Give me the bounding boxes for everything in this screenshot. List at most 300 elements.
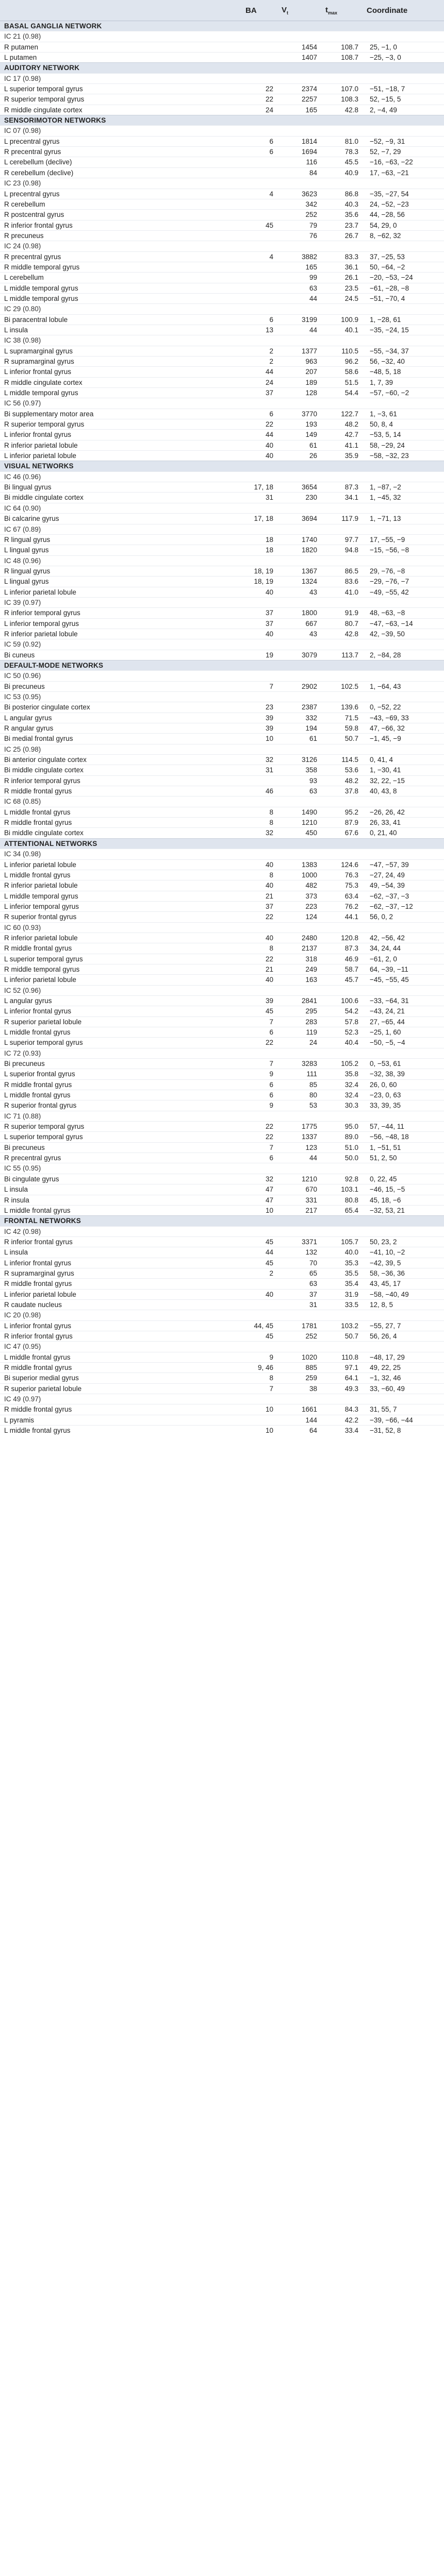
table-row [0, 828, 444, 838]
region-cell: Bi middle cingulate cortex [0, 765, 241, 775]
coordinate-cell: 24, −52, −23 [363, 199, 444, 209]
table-row [0, 1415, 444, 1425]
table-row [0, 357, 444, 367]
coordinate-cell: −35, −27, 54 [363, 189, 444, 199]
section-header-row [0, 461, 444, 471]
coordinate-cell: 33, −60, 49 [363, 1383, 444, 1394]
vt-cell: 1377 [277, 346, 321, 356]
coordinate-cell: 50, −64, −2 [363, 262, 444, 272]
tmax-cell: 78.3 [321, 147, 363, 157]
table-row [0, 954, 444, 964]
component-row [0, 126, 444, 136]
region-cell: L superior frontal gyrus [0, 1069, 241, 1079]
region-cell: Bi supplementary motor area [0, 409, 241, 419]
ba-cell: 32 [241, 755, 277, 765]
tmax-cell: 76.3 [321, 870, 363, 880]
component-id: IC 48 (0.96) [0, 555, 444, 566]
tmax-cell: 40.1 [321, 325, 363, 335]
tmax-cell: 23.5 [321, 283, 363, 293]
table-row [0, 964, 444, 974]
ba-cell: 47 [241, 1195, 277, 1205]
component-row [0, 1226, 444, 1236]
component-row [0, 985, 444, 995]
tmax-cell: 71.5 [321, 713, 363, 723]
vt-cell: 1383 [277, 859, 321, 870]
tmax-cell: 42.2 [321, 1415, 363, 1425]
region-cell: R middle cingulate cortex [0, 105, 241, 115]
table-row [0, 1038, 444, 1048]
ba-cell: 39 [241, 995, 277, 1006]
coordinate-cell: 52, −15, 5 [363, 94, 444, 105]
coordinate-cell: 50, 23, 2 [363, 1236, 444, 1247]
vt-cell: 1775 [277, 1122, 321, 1132]
component-row [0, 692, 444, 702]
vt-cell: 76 [277, 230, 321, 241]
vt-cell: 963 [277, 357, 321, 367]
region-cell: L middle temporal gyrus [0, 293, 241, 303]
vt-cell: 84 [277, 167, 321, 178]
table-row [0, 943, 444, 954]
coordinate-cell: −62, −37, −12 [363, 901, 444, 911]
coordinate-cell: 51, 2, 50 [363, 1153, 444, 1163]
ba-cell: 17, 18 [241, 482, 277, 493]
ba-cell: 10 [241, 734, 277, 744]
coordinate-cell: −51, −70, 4 [363, 293, 444, 303]
table-row [0, 629, 444, 639]
tmax-cell: 65.4 [321, 1205, 363, 1215]
vt-cell: 207 [277, 367, 321, 377]
ba-cell: 10 [241, 1205, 277, 1215]
vt-cell: 61 [277, 440, 321, 450]
vt-cell: 3283 [277, 1059, 321, 1069]
component-id: IC 53 (0.95) [0, 692, 444, 702]
vt-cell: 482 [277, 880, 321, 891]
vt-cell: 223 [277, 901, 321, 911]
tmax-cell: 105.7 [321, 1236, 363, 1247]
region-cell: L superior temporal gyrus [0, 1132, 241, 1142]
ba-cell [241, 273, 277, 283]
region-cell: Bi middle cingulate cortex [0, 493, 241, 503]
table-row [0, 388, 444, 398]
coordinate-cell: −49, −55, 42 [363, 587, 444, 597]
tmax-cell: 86.8 [321, 189, 363, 199]
tmax-cell: 36.1 [321, 262, 363, 272]
tmax-cell: 41.1 [321, 440, 363, 450]
tmax-cell: 46.9 [321, 954, 363, 964]
region-cell: R putamen [0, 42, 241, 52]
table-row [0, 1331, 444, 1341]
ba-cell: 9 [241, 1069, 277, 1079]
region-cell: L inferior frontal gyrus [0, 1006, 241, 1016]
ba-cell: 18 [241, 534, 277, 545]
coordinate-cell: 1, 7, 39 [363, 377, 444, 387]
table-row [0, 1373, 444, 1383]
ba-cell: 8 [241, 943, 277, 954]
component-id: IC 38 (0.98) [0, 335, 444, 346]
vt-cell: 331 [277, 1195, 321, 1205]
region-cell: R lingual gyrus [0, 566, 241, 576]
tmax-cell: 103.2 [321, 1320, 363, 1331]
coordinate-cell: 0, −53, 61 [363, 1059, 444, 1069]
coordinate-cell: 2, −84, 28 [363, 650, 444, 660]
ba-cell: 21 [241, 891, 277, 901]
coordinate-cell: 1, −87, −2 [363, 482, 444, 493]
section-header-row [0, 838, 444, 849]
coordinate-cell: 0, 22, 45 [363, 1174, 444, 1184]
coordinate-cell: −33, −64, 31 [363, 995, 444, 1006]
coordinate-cell: 26, 0, 60 [363, 1079, 444, 1090]
vt-cell: 1661 [277, 1404, 321, 1415]
vt-cell: 124 [277, 912, 321, 922]
table-row [0, 440, 444, 450]
vt-cell: 249 [277, 964, 321, 974]
vt-cell: 1800 [277, 608, 321, 618]
table-row [0, 230, 444, 241]
ba-cell: 46 [241, 786, 277, 796]
table-row [0, 786, 444, 796]
component-row [0, 1048, 444, 1058]
vt-cell: 450 [277, 828, 321, 838]
component-row [0, 471, 444, 482]
table-row [0, 713, 444, 723]
coordinate-cell: 17, −55, −9 [363, 534, 444, 545]
vt-cell: 165 [277, 105, 321, 115]
region-cell: L inferior temporal gyrus [0, 618, 241, 629]
vt-cell: 1781 [277, 1320, 321, 1331]
tmax-cell: 57.8 [321, 1016, 363, 1027]
vt-cell: 252 [277, 1331, 321, 1341]
component-id: IC 52 (0.96) [0, 985, 444, 995]
component-id: IC 49 (0.97) [0, 1394, 444, 1404]
coordinate-cell: −47, −63, −14 [363, 618, 444, 629]
vt-cell: 3199 [277, 314, 321, 325]
tmax-cell: 100.9 [321, 314, 363, 325]
ba-cell [241, 1299, 277, 1310]
ba-cell: 7 [241, 1059, 277, 1069]
tmax-cell: 42.7 [321, 430, 363, 440]
coordinate-cell: −1, 32, 46 [363, 1373, 444, 1383]
vt-cell: 318 [277, 954, 321, 964]
region-cell: R middle frontal gyrus [0, 1404, 241, 1415]
tmax-cell: 92.8 [321, 1174, 363, 1184]
ba-cell: 2 [241, 1268, 277, 1278]
table-row [0, 1090, 444, 1100]
table-row [0, 262, 444, 272]
coordinate-cell: 54, 29, 0 [363, 220, 444, 230]
tmax-cell: 58.6 [321, 367, 363, 377]
tmax-cell: 37.8 [321, 786, 363, 796]
vt-cell: 670 [277, 1184, 321, 1195]
vt-cell: 111 [277, 1069, 321, 1079]
component-row [0, 241, 444, 251]
coordinate-cell: 42, −39, 50 [363, 629, 444, 639]
region-cell: L middle frontal gyrus [0, 1027, 241, 1038]
vt-cell: 163 [277, 975, 321, 985]
coordinate-cell: 57, −44, 11 [363, 1122, 444, 1132]
table-row [0, 1027, 444, 1038]
component-id: IC 47 (0.95) [0, 1342, 444, 1352]
vt-cell: 44 [277, 325, 321, 335]
vt-cell: 2257 [277, 94, 321, 105]
vt-cell: 61 [277, 734, 321, 744]
table-row [0, 765, 444, 775]
header-tmax: $t_{max}$ [321, 0, 363, 21]
region-cell: L inferior frontal gyrus [0, 1258, 241, 1268]
table-row [0, 1320, 444, 1331]
ba-cell: 18, 19 [241, 566, 277, 576]
region-cell: L insula [0, 325, 241, 335]
ba-cell: 45 [241, 1331, 277, 1341]
table-row [0, 1258, 444, 1268]
region-cell: R precentral gyrus [0, 1153, 241, 1163]
coordinate-cell: 17, −63, −21 [363, 167, 444, 178]
tmax-cell: 26.7 [321, 230, 363, 241]
ba-cell: 7 [241, 1016, 277, 1027]
vt-cell: 1694 [277, 147, 321, 157]
vt-cell: 165 [277, 262, 321, 272]
table-row [0, 859, 444, 870]
table-row [0, 377, 444, 387]
table-row [0, 105, 444, 115]
coordinate-cell: 49, 22, 25 [363, 1363, 444, 1373]
ba-cell: 22 [241, 1038, 277, 1048]
ba-cell: 7 [241, 681, 277, 691]
ba-cell: 40 [241, 880, 277, 891]
region-cell: L precentral gyrus [0, 136, 241, 146]
component-id: IC 23 (0.98) [0, 178, 444, 189]
coordinate-cell: −51, −18, 7 [363, 84, 444, 94]
ba-cell: 40 [241, 933, 277, 943]
table-row [0, 220, 444, 230]
ba-cell: 6 [241, 1027, 277, 1038]
region-cell: Bi lingual gyrus [0, 482, 241, 493]
region-cell: Bi cingulate gyrus [0, 1174, 241, 1184]
region-cell: R precuneus [0, 230, 241, 241]
region-cell: R supramarginal gyrus [0, 357, 241, 367]
coordinate-cell: −31, 52, 8 [363, 1426, 444, 1436]
component-id: IC 21 (0.98) [0, 31, 444, 42]
table-row [0, 199, 444, 209]
ba-cell: 6 [241, 1079, 277, 1090]
table-row [0, 1184, 444, 1195]
region-cell: L inferior parietal lobule [0, 587, 241, 597]
ba-cell: 22 [241, 954, 277, 964]
vt-cell: 149 [277, 430, 321, 440]
ba-cell: 6 [241, 147, 277, 157]
ba-cell: 39 [241, 713, 277, 723]
tmax-cell: 139.6 [321, 702, 363, 713]
component-row [0, 555, 444, 566]
table-row [0, 419, 444, 430]
vt-cell: 144 [277, 1415, 321, 1425]
table-row [0, 53, 444, 63]
ba-cell [241, 230, 277, 241]
table-row [0, 933, 444, 943]
table-row [0, 1132, 444, 1142]
ba-cell: 13 [241, 325, 277, 335]
coordinate-cell: −20, −53, −24 [363, 273, 444, 283]
tmax-cell: 110.5 [321, 346, 363, 356]
tmax-cell: 44.1 [321, 912, 363, 922]
vt-cell: 44 [277, 1153, 321, 1163]
table-row [0, 723, 444, 734]
table-row [0, 1289, 444, 1299]
region-cell: R precentral gyrus [0, 251, 241, 262]
coordinate-cell: −27, 24, 49 [363, 870, 444, 880]
vt-cell: 295 [277, 1006, 321, 1016]
vt-cell: 332 [277, 713, 321, 723]
component-id: IC 24 (0.98) [0, 241, 444, 251]
region-cell: Bi precuneus [0, 1142, 241, 1153]
ba-cell: 37 [241, 608, 277, 618]
region-cell: L insula [0, 1247, 241, 1258]
ba-cell: 40 [241, 629, 277, 639]
region-cell: R middle frontal gyrus [0, 1363, 241, 1373]
vt-cell: 1210 [277, 1174, 321, 1184]
vt-cell: 217 [277, 1205, 321, 1215]
vt-cell: 53 [277, 1100, 321, 1111]
header-ba: BA [241, 0, 277, 21]
table-row [0, 1247, 444, 1258]
vt-cell: 80 [277, 1090, 321, 1100]
component-row [0, 524, 444, 534]
table-row [0, 807, 444, 817]
table-row [0, 1006, 444, 1016]
component-id: IC 50 (0.96) [0, 671, 444, 681]
table-row [0, 1236, 444, 1247]
ba-cell: 19 [241, 650, 277, 660]
ba-cell [241, 210, 277, 220]
vt-cell: 63 [277, 283, 321, 293]
table-row [0, 1016, 444, 1027]
coordinate-cell: 58, −29, 24 [363, 440, 444, 450]
tmax-cell: 108.3 [321, 94, 363, 105]
coordinate-cell: −50, −5, −4 [363, 1038, 444, 1048]
tmax-cell: 49.3 [321, 1383, 363, 1394]
vt-cell: 99 [277, 273, 321, 283]
coordinate-cell: 34, 24, 44 [363, 943, 444, 954]
region-cell: L middle frontal gyrus [0, 1205, 241, 1215]
component-id: IC 17 (0.98) [0, 73, 444, 83]
ba-cell: 22 [241, 1132, 277, 1142]
ba-cell: 40 [241, 1289, 277, 1299]
coordinate-cell: 1, −64, 43 [363, 681, 444, 691]
tmax-cell: 80.8 [321, 1195, 363, 1205]
table-row [0, 1279, 444, 1289]
table-row [0, 94, 444, 105]
vt-cell: 193 [277, 419, 321, 430]
ba-cell [241, 1279, 277, 1289]
component-row [0, 1342, 444, 1352]
coordinate-cell: −57, −60, −2 [363, 388, 444, 398]
vt-cell: 38 [277, 1383, 321, 1394]
ba-cell: 6 [241, 1090, 277, 1100]
component-id: IC 29 (0.80) [0, 304, 444, 314]
region-cell: L superior temporal gyrus [0, 954, 241, 964]
vt-cell: 2137 [277, 943, 321, 954]
vt-cell: 358 [277, 765, 321, 775]
coordinate-cell: −56, −48, 18 [363, 1132, 444, 1142]
coordinate-cell: 2, −4, 49 [363, 105, 444, 115]
region-cell: R inferior parietal lobule [0, 880, 241, 891]
component-row [0, 335, 444, 346]
component-row [0, 671, 444, 681]
table-row [0, 1404, 444, 1415]
table-row [0, 1100, 444, 1111]
tmax-cell: 35.3 [321, 1258, 363, 1268]
table-row [0, 451, 444, 461]
region-cell: L insula [0, 1184, 241, 1195]
region-cell: R inferior parietal lobule [0, 933, 241, 943]
vt-cell: 3079 [277, 650, 321, 660]
ba-cell [241, 167, 277, 178]
vt-cell: 116 [277, 157, 321, 167]
ba-cell [241, 157, 277, 167]
vt-cell: 259 [277, 1373, 321, 1383]
region-cell: R middle temporal gyrus [0, 964, 241, 974]
region-cell: R superior frontal gyrus [0, 912, 241, 922]
region-cell: L pyramis [0, 1415, 241, 1425]
table-row [0, 84, 444, 94]
vt-cell: 189 [277, 377, 321, 387]
ba-cell: 47 [241, 1184, 277, 1195]
coordinate-cell: 0, 41, 4 [363, 755, 444, 765]
table-row [0, 587, 444, 597]
coordinate-cell: −25, 1, 60 [363, 1027, 444, 1038]
component-row [0, 639, 444, 650]
tmax-cell: 86.5 [321, 566, 363, 576]
vt-cell: 37 [277, 1289, 321, 1299]
tmax-cell: 40.4 [321, 1038, 363, 1048]
tmax-cell: 114.5 [321, 755, 363, 765]
vt-cell: 1020 [277, 1352, 321, 1362]
table-row [0, 210, 444, 220]
ba-cell: 44, 45 [241, 1320, 277, 1331]
coordinate-cell: −41, 10, −2 [363, 1247, 444, 1258]
table-row [0, 1426, 444, 1436]
tmax-cell: 80.7 [321, 618, 363, 629]
coordinate-cell: −32, 38, 39 [363, 1069, 444, 1079]
ba-cell: 24 [241, 105, 277, 115]
region-cell: R cerebellum [0, 199, 241, 209]
region-cell: R insula [0, 1195, 241, 1205]
table-row [0, 1153, 444, 1163]
vt-cell: 1820 [277, 545, 321, 555]
coordinate-cell: 56, 26, 4 [363, 1331, 444, 1341]
region-cell: L inferior parietal lobule [0, 975, 241, 985]
ba-cell: 21 [241, 964, 277, 974]
tmax-cell: 45.7 [321, 975, 363, 985]
tmax-cell: 53.6 [321, 765, 363, 775]
table-row [0, 1079, 444, 1090]
table-row [0, 1383, 444, 1394]
section-header-row [0, 115, 444, 126]
table-row [0, 912, 444, 922]
vt-cell: 132 [277, 1247, 321, 1258]
vt-cell: 885 [277, 1363, 321, 1373]
ba-cell: 44 [241, 1247, 277, 1258]
table-row [0, 136, 444, 146]
coordinate-cell: −58, −32, 23 [363, 451, 444, 461]
region-cell: Bi superior medial gyrus [0, 1373, 241, 1383]
coordinate-cell: −25, −3, 0 [363, 53, 444, 63]
vt-cell: 3126 [277, 755, 321, 765]
ba-cell: 40 [241, 975, 277, 985]
ba-cell: 40 [241, 440, 277, 450]
table-row [0, 734, 444, 744]
region-cell: R middle frontal gyrus [0, 786, 241, 796]
section-title: BASAL GANGLIA NETWORK [0, 21, 444, 31]
